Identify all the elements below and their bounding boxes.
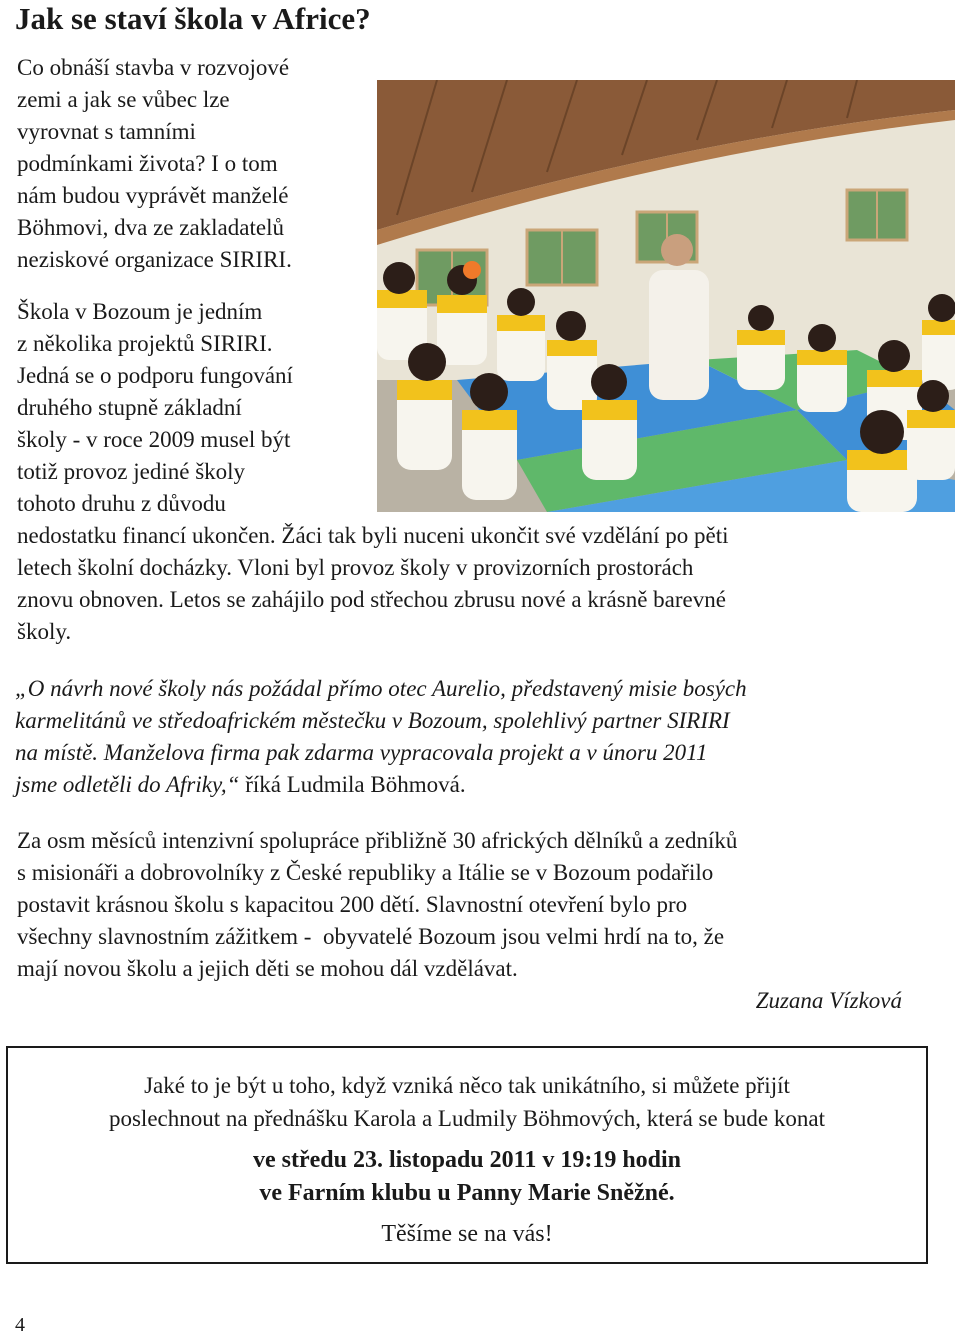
body-line: z několika projektů SIRIRI. — [17, 331, 273, 356]
article-title: Jak se staví škola v Africe? — [15, 1, 371, 36]
quote-line: „O návrh nové školy nás požádal přímo otec Aurelio, představený misie bosých — [15, 676, 747, 701]
article-body — [17, 296, 947, 648]
closing-line: všechny slavnostním zážitkem - obyvatelé Bozoum jsou velmi hrdí na to, že — [17, 924, 725, 949]
intro-line: podmínkami života? I o tom — [17, 151, 278, 176]
invitation-box — [6, 1046, 928, 1264]
invitation-closing: Těšíme se na vás! — [381, 1221, 553, 1247]
invitation-line: poslechnout na přednášku Karola a Ludmily Böhmových, která se bude konat — [108, 1106, 825, 1131]
body-line: školy. — [17, 619, 72, 644]
event-details — [8, 1144, 926, 1210]
closing-line: Za osm měsíců intenzivní spolupráce přibližně 30 afrických dělníků a zedníků — [17, 828, 738, 853]
body-line: nedostatku financí ukončen. Žáci tak byli nuceni ukončit své vzdělání po pěti — [17, 523, 729, 548]
article-intro — [17, 52, 362, 276]
intro-line: nám budou vyprávět manželé — [17, 183, 289, 208]
invitation-text — [8, 1069, 926, 1135]
article-author: Zuzana Vízková — [755, 988, 902, 1013]
quote-line: jsme odletěli do Afriky,“ — [15, 772, 240, 797]
quote-line: karmelitánů ve středoafrickém městečku v Bozoum, spolehlivý partner SIRIRI — [15, 708, 730, 733]
body-line: školy - v roce 2009 musel být — [17, 427, 291, 452]
quote-attribution: říká Ludmila Böhmová. — [239, 772, 466, 797]
body-line: Škola v Bozoum je jedním — [17, 299, 263, 324]
body-line: Jedná se o podporu fungování — [17, 363, 293, 388]
article-quote — [15, 673, 945, 801]
closing-line: postavit krásnou školu s kapacitou 200 dětí. Slavnostní otevření bylo pro — [17, 892, 688, 917]
body-line: letech školní docházky. Vloni byl provoz školy v provizorních prostorách — [17, 555, 694, 580]
body-line: druhého stupně základní — [17, 395, 242, 420]
invitation-line: Jaké to je být u toho, když vzniká něco tak unikátního, si můžete přijít — [144, 1073, 790, 1098]
event-date: ve středu 23. listopadu 2011 v 19:19 hodin — [252, 1147, 682, 1173]
intro-line: zemi a jak se vůbec lze — [17, 87, 230, 112]
intro-line: neziskové organizace SIRIRI. — [17, 247, 292, 272]
page-number: 4 — [15, 1314, 25, 1336]
quote-line: na místě. Manželova firma pak zdarma vypracovala projekt a v únoru 2011 — [15, 740, 708, 765]
body-line: totiž provoz jediné školy — [17, 459, 246, 484]
body-line: znovu obnoven. Letos se zahájilo pod střechou zbrusu nové a krásně barevné — [17, 587, 726, 612]
body-line: tohoto druhu z důvodu — [17, 491, 226, 516]
intro-line: Böhmovi, dva ze zakladatelů — [17, 215, 284, 240]
closing-line: mají novou školu a jejich děti se mohou dál vzdělávat. — [17, 956, 518, 981]
event-place: ve Farním klubu u Panny Marie Sněžné. — [259, 1180, 675, 1206]
intro-line: Co obnáší stavba v rozvojové — [17, 55, 290, 80]
closing-line: s misionáři a dobrovolníky z České republiky a Itálie se v Bozoum podařilo — [17, 860, 714, 885]
intro-line: vyrovnat s tamními — [17, 119, 196, 144]
article-closing — [17, 825, 937, 985]
